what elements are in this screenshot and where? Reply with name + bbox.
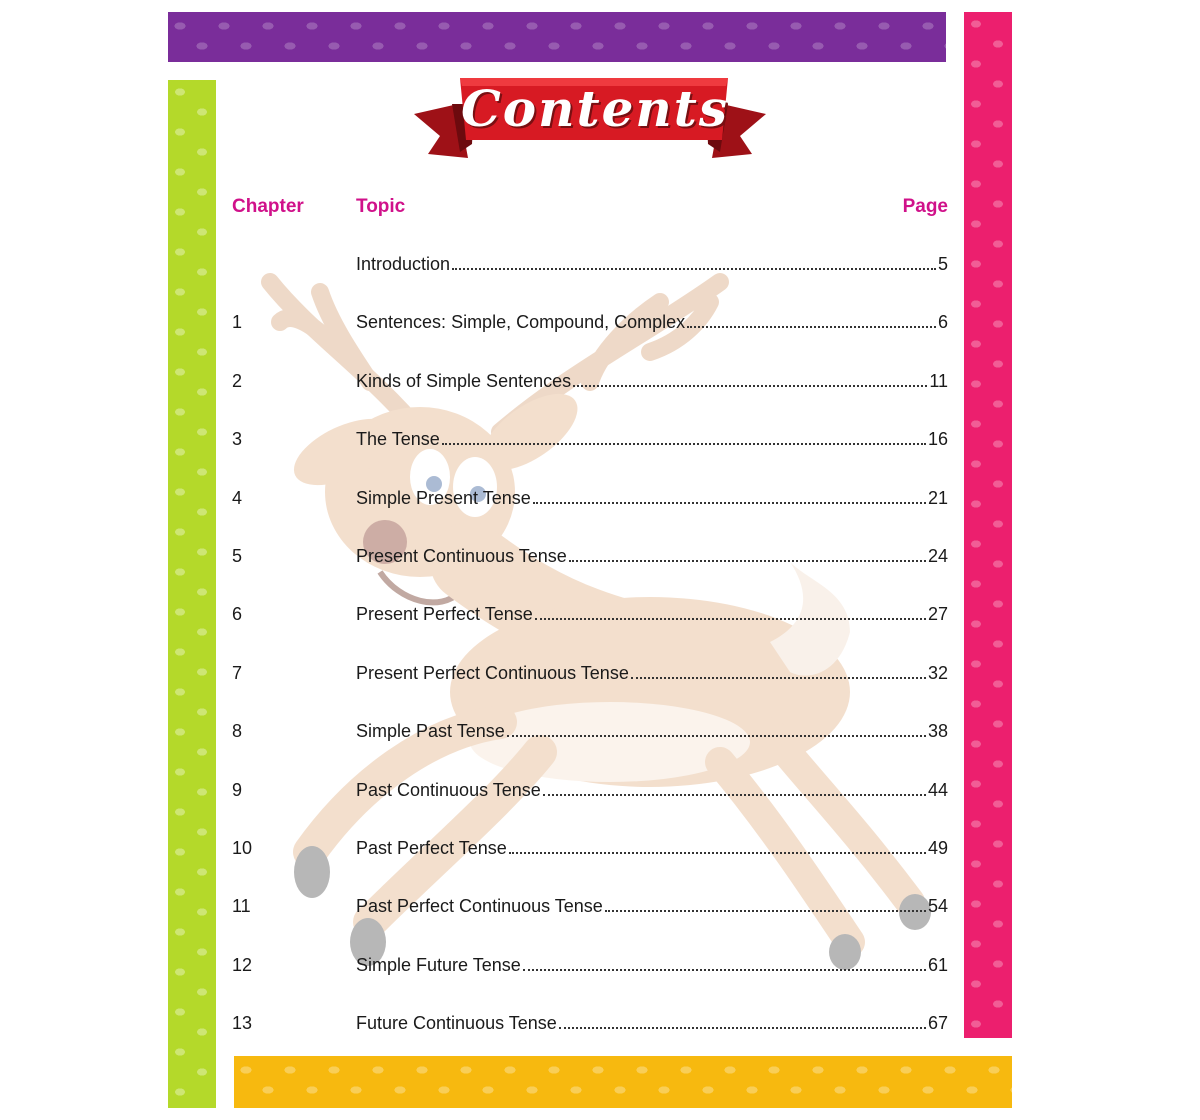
purple-border-band <box>168 12 946 62</box>
entry-chapter: 10 <box>232 837 253 858</box>
entry-page: 24 <box>927 545 948 566</box>
entry-topic: Past Perfect Tense <box>356 837 507 858</box>
topic-column-header: Topic <box>356 196 406 217</box>
entry-chapter: 4 <box>232 487 243 508</box>
entry-page: 6 <box>937 312 948 333</box>
entry-page: 44 <box>927 779 948 800</box>
entry-chapter: 11 <box>232 896 251 917</box>
dot-leader <box>533 488 926 504</box>
entry-topic: Simple Future Tense <box>356 954 521 975</box>
entry-page: 11 <box>929 370 948 391</box>
entry-chapter: 5 <box>232 545 243 566</box>
contents-entry[interactable] <box>232 776 948 834</box>
contents-entry[interactable] <box>232 542 948 600</box>
entry-chapter: 2 <box>232 370 243 391</box>
entry-line <box>356 604 948 625</box>
entry-topic: Past Perfect Continuous Tense <box>356 896 603 917</box>
green-border-band <box>168 80 216 1108</box>
contents-entry[interactable] <box>232 717 948 775</box>
contents-entry[interactable] <box>232 425 948 483</box>
entry-line <box>356 254 948 275</box>
dot-leader <box>452 254 936 270</box>
entry-chapter: 13 <box>232 1013 253 1034</box>
entry-line <box>356 546 948 567</box>
dot-leader <box>507 721 926 737</box>
entry-line <box>356 663 948 684</box>
entry-chapter: 6 <box>232 604 243 625</box>
entry-line <box>356 1013 948 1034</box>
entry-chapter: 7 <box>232 662 243 683</box>
contents-entry[interactable] <box>232 600 948 658</box>
entry-topic: Past Continuous Tense <box>356 779 541 800</box>
contents-entry[interactable] <box>232 308 948 366</box>
entry-line <box>356 721 948 742</box>
entry-topic: Present Continuous Tense <box>356 545 567 566</box>
entry-page: 38 <box>927 721 948 742</box>
dot-leader <box>605 896 926 912</box>
dot-leader <box>523 955 926 971</box>
entry-page: 67 <box>927 1013 948 1034</box>
dot-leader <box>509 838 926 854</box>
contents-entry[interactable] <box>232 1009 948 1067</box>
entry-line <box>356 896 948 917</box>
entry-line <box>356 955 948 976</box>
entry-page: 32 <box>927 662 948 683</box>
dot-leader <box>687 312 936 328</box>
entry-line <box>356 371 948 392</box>
page-column-header: Page <box>902 196 948 217</box>
entry-page: 27 <box>927 604 948 625</box>
contents-entry[interactable] <box>232 659 948 717</box>
entry-line <box>356 838 948 859</box>
contents-entry[interactable] <box>232 834 948 892</box>
entry-page: 21 <box>927 487 948 508</box>
entry-chapter: 12 <box>232 954 253 975</box>
entry-page: 16 <box>927 429 948 450</box>
entry-line <box>356 488 948 509</box>
entry-topic: Sentences: Simple, Compound, Complex <box>356 312 686 333</box>
dot-leader <box>569 546 926 562</box>
entry-topic: Simple Present Tense <box>356 487 531 508</box>
contents-list <box>232 250 948 1067</box>
chapter-column-header: Chapter <box>232 196 304 217</box>
entry-chapter: 9 <box>232 779 243 800</box>
contents-header-row <box>232 194 948 220</box>
entry-chapter: 1 <box>232 312 243 333</box>
entry-chapter: 8 <box>232 721 243 742</box>
dot-leader <box>559 1013 926 1029</box>
page-title: Contents <box>460 78 729 138</box>
dot-leader <box>573 371 927 387</box>
entry-topic: Simple Past Tense <box>356 721 505 742</box>
entry-page: 61 <box>927 954 948 975</box>
entry-line <box>356 780 948 801</box>
entry-line <box>356 429 948 450</box>
contents-entry[interactable] <box>232 367 948 425</box>
dot-leader <box>631 663 926 679</box>
dot-leader <box>535 604 926 620</box>
entry-topic: The Tense <box>356 429 440 450</box>
entry-line <box>356 312 948 333</box>
entry-topic: Introduction <box>356 254 451 274</box>
pink-border-band <box>964 12 1012 1038</box>
entry-topic: Kinds of Simple Sentences <box>356 370 572 391</box>
contents-entry[interactable] <box>232 250 948 308</box>
entry-topic: Present Perfect Tense <box>356 604 533 625</box>
dot-leader <box>442 429 926 445</box>
entry-chapter: 3 <box>232 429 243 450</box>
entry-topic: Future Continuous Tense <box>356 1013 557 1034</box>
contents-entry[interactable] <box>232 892 948 950</box>
contents-entry[interactable] <box>232 951 948 1009</box>
entry-page: 54 <box>927 896 948 917</box>
entry-topic: Present Perfect Continuous Tense <box>356 662 629 683</box>
entry-page: 5 <box>937 254 948 274</box>
contents-entry[interactable] <box>232 484 948 542</box>
dot-leader <box>543 780 926 796</box>
entry-page: 49 <box>927 837 948 858</box>
